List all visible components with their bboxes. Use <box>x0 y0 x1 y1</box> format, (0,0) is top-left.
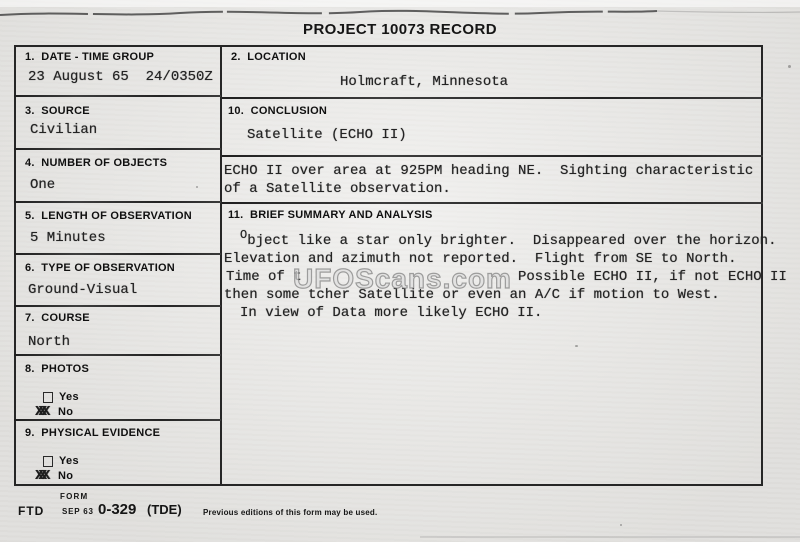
physical-evidence-no-strike-mark: XXX <box>35 468 46 484</box>
grid-line <box>14 253 221 255</box>
field-course-value: North <box>28 334 71 350</box>
summary-line-3-prefix: Time of t <box>226 269 302 285</box>
grid-line <box>14 95 221 97</box>
scan-speck <box>196 186 198 188</box>
summary-line-4: then some tcher Satellite or even an A/C if motion to West. <box>224 287 720 303</box>
field-conclusion-label: 10. CONCLUSION <box>228 105 328 117</box>
grid-line <box>14 354 221 356</box>
physical-evidence-no-label: No <box>58 470 74 482</box>
grid-line <box>14 148 221 150</box>
photos-yes-label: Yes <box>59 391 79 403</box>
field-course-label: 7. COURSE <box>25 312 90 324</box>
physical-evidence-yes-label: Yes <box>59 455 79 467</box>
field-photos-label: 8. PHOTOS <box>25 363 90 375</box>
scan-speck <box>575 345 578 347</box>
summary-line-2: Elevation and azimuth not reported. Flight from SE to North. <box>224 251 737 267</box>
footer-form-word: FORM <box>60 492 89 501</box>
footer-previous-editions-note: Previous editions of this form may be used. <box>203 508 378 517</box>
field-date-time-group-label: 1. DATE - TIME GROUP <box>25 51 155 63</box>
field-location-value: Holmcraft, Minnesota <box>340 74 509 90</box>
footer-agency: FTD <box>18 504 45 518</box>
grid-line <box>14 201 221 203</box>
conclusion-note-line: ECHO II over area at 925PM heading NE. Sighting characteristic <box>224 163 754 179</box>
footer-form-date: SEP 63 <box>62 507 94 516</box>
checkbox-unchecked-icon <box>43 456 53 467</box>
watermark: UFOScans.com <box>293 263 512 294</box>
field-date-time-group-value: 23 August 65 24/0350Z <box>28 69 213 85</box>
checkbox-unchecked-icon <box>43 392 53 403</box>
field-number-of-objects-label: 4. NUMBER OF OBJECTS <box>25 157 168 169</box>
footer-form-number: 0-329 <box>98 501 137 518</box>
field-source-label: 3. SOURCE <box>25 105 90 117</box>
grid-line <box>222 202 763 204</box>
field-number-of-objects-value: One <box>30 177 56 193</box>
field-source-value: Civilian <box>30 122 98 138</box>
field-length-of-observation-label: 5. LENGTH OF OBSERVATION <box>25 210 192 222</box>
field-length-of-observation-value: 5 Minutes <box>30 230 106 246</box>
grid-line <box>222 155 763 157</box>
photos-no-strike-mark: XXX <box>35 404 46 420</box>
summary-line-5: In view of Data more likely ECHO II. <box>240 305 543 321</box>
summary-line-3-suffix: Possible ECHO II, if not ECHO II <box>518 269 787 285</box>
field-type-of-observation-value: Ground-Visual <box>28 282 138 298</box>
field-conclusion-value: Satellite (ECHO II) <box>247 127 407 143</box>
field-location-label: 2. LOCATION <box>231 51 306 63</box>
footer-form-suffix: (TDE) <box>147 502 182 517</box>
field-brief-summary-label: 11. BRIEF SUMMARY AND ANALYSIS <box>228 209 433 221</box>
conclusion-note-line: of a Satellite observation. <box>224 181 451 197</box>
grid-line <box>222 97 763 99</box>
summary-line-1 <box>240 228 777 249</box>
scan-smudge <box>420 536 800 538</box>
field-type-of-observation-label: 6. TYPE OF OBSERVATION <box>25 262 175 274</box>
scan-speck <box>788 65 791 68</box>
photos-no-label: No <box>58 406 74 418</box>
scan-speck <box>620 524 622 526</box>
summary-line-1-text: bject like a star only brighter. Disappeared over the horizon. <box>247 233 777 249</box>
page-title: PROJECT 10073 RECORD <box>303 21 497 38</box>
summary-raised-initial: O <box>240 228 248 242</box>
field-physical-evidence-label: 9. PHYSICAL EVIDENCE <box>25 427 161 439</box>
grid-line <box>14 305 221 307</box>
